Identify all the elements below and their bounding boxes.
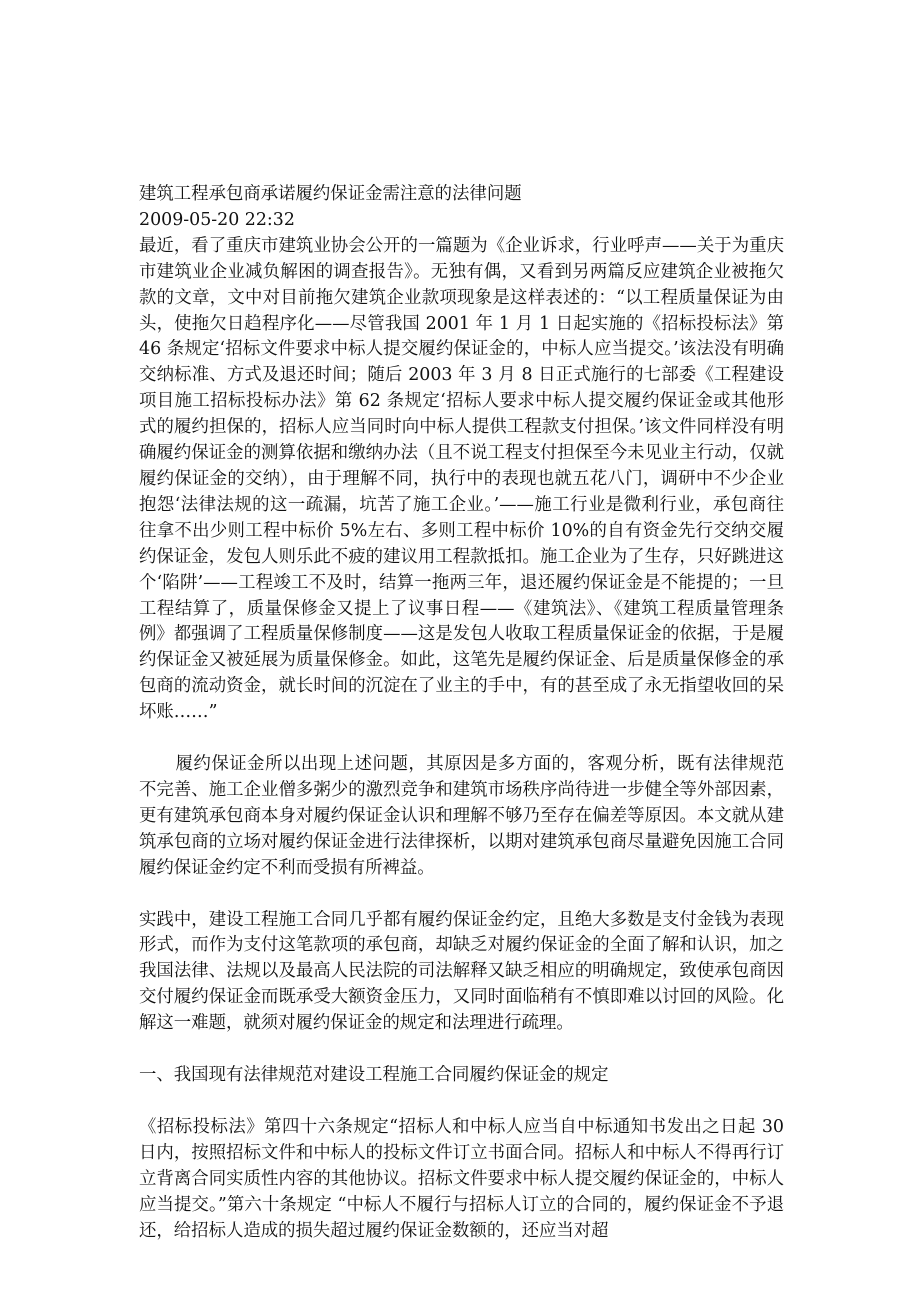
article-title: 建筑工程承包商承诺履约保证金需注意的法律问题 <box>139 184 522 204</box>
paragraph-intro: 最近，看了重庆市建筑业协会公开的一篇题为《企业诉求，行业呼声——关于为重庆市建筑业企业减负解困的调查报告》。无独有偶，又看到另两篇反应建筑企业被拖欠款的文章，文中对目前拖欠建筑企业款项现象是这样表述的：“以工程质量保证为由头，使拖欠日趋程序化——尽管我国 2001 年 1 月 1 日起实施的《招标投标法》第 46 条规定‘招标文件要求中标人提交履约保证金的，中标人应当提交。’该法没有明确交纳标准、方式及退还时间；随后 2003 年 3 月 8 日正式施行的七部委《工程建设项目施工招标投标办法》第 62 条规定‘招标人要求中标人提交履约保证金或其他形式的履约担保的，招标人应当同时向中标人提供工程款支付担保。’该文件同样没有明确履约保证金的测算依据和缴纳办法（且不说工程支付担保至今未见业主行动，仅就履约保证金的交纳），由于理解不同，执行中的表现也就五花八门，调研中不少企业抱怨‘法律法规的这一疏漏，坑苦了施工企业。’——施工行业是微利行业，承包商往往拿不出少则工程中标价 5%左右、多则工程中标价 10%的自有资金先行交纳交履约保证金，发包人则乐此不疲的建议用工程款抵扣。施工企业为了生存，只好跳进这个‘陷阱’——工程竣工不及时，结算一拖两三年，退还履约保证金是不能提的；一旦工程结算了，质量保修金又提上了议事日程——《建筑法》、《建筑工程质量管理条例》都强调了工程质量保修制度——这是发包人收取工程质量保证金的依据，于是履约保证金又被延展为质量保修金。如此，这笔先是履约保证金、后是质量保修金的承包商的流动资金，就长时间的沉淀在了业主的手中，有的甚至成了永无指望收回的呆坏账……” <box>139 235 784 723</box>
paragraph-practice: 实践中，建设工程施工合同几乎都有履约保证金约定，且绝大多数是支付金钱为表现形式，而作为支付这笔款项的承包商，却缺乏对履约保证金的全面了解和认识，加之我国法律、法规以及最高人民法院的司法解释又缺乏相应的明确规定，致使承包商因交付履约保证金而既承受大额资金压力，又同时面临稍有不慎即难以讨回的风险。化解这一难题，就须对履约保证金的规定和法理进行疏理。 <box>139 909 784 1034</box>
article-datetime: 2009-05-20 22:32 <box>139 209 295 230</box>
paragraph-gap <box>139 1037 784 1063</box>
section-heading: 一、我国现有法律规范对建设工程施工合同履约保证金的规定 <box>139 1065 609 1086</box>
paragraph-gap <box>139 882 784 908</box>
paragraph-causes: 履约保证金所以出现上述问题，其原因是多方面的，客观分析，既有法律规范不完善、施工企业僧多粥少的激烈竞争和建筑市场秩序尚待进一步健全等外部因素，更有建筑承包商本身对履约保证金认识和理解不够乃至存在偏差等原因。本文就从建筑承包商的立场对履约保证金进行法律探析，以期对建筑承包商尽量避免因施工合同履约保证金约定不利而受损有所裨益。 <box>139 754 784 878</box>
paragraph-law: 《招标投标法》第四十六条规定“招标人和中标人应当自中标通知书发出之日起 30 日内，按照招标文件和中标人的投标文件订立书面合同。招标人和中标人不得再行订立背离合同实质性内容的其他协议。招标文件要求中标人提交履约保证金的，中标人应当提交。”第六十条规定 “中标人不履行与招标人订立的合同的，履约保证金不予退还，给招标人造成的损失超过履约保证金数额的，还应当对超 <box>139 1117 784 1241</box>
paragraph-gap <box>139 726 784 752</box>
paragraph-gap <box>139 1089 784 1115</box>
document-page <box>139 182 784 1245</box>
